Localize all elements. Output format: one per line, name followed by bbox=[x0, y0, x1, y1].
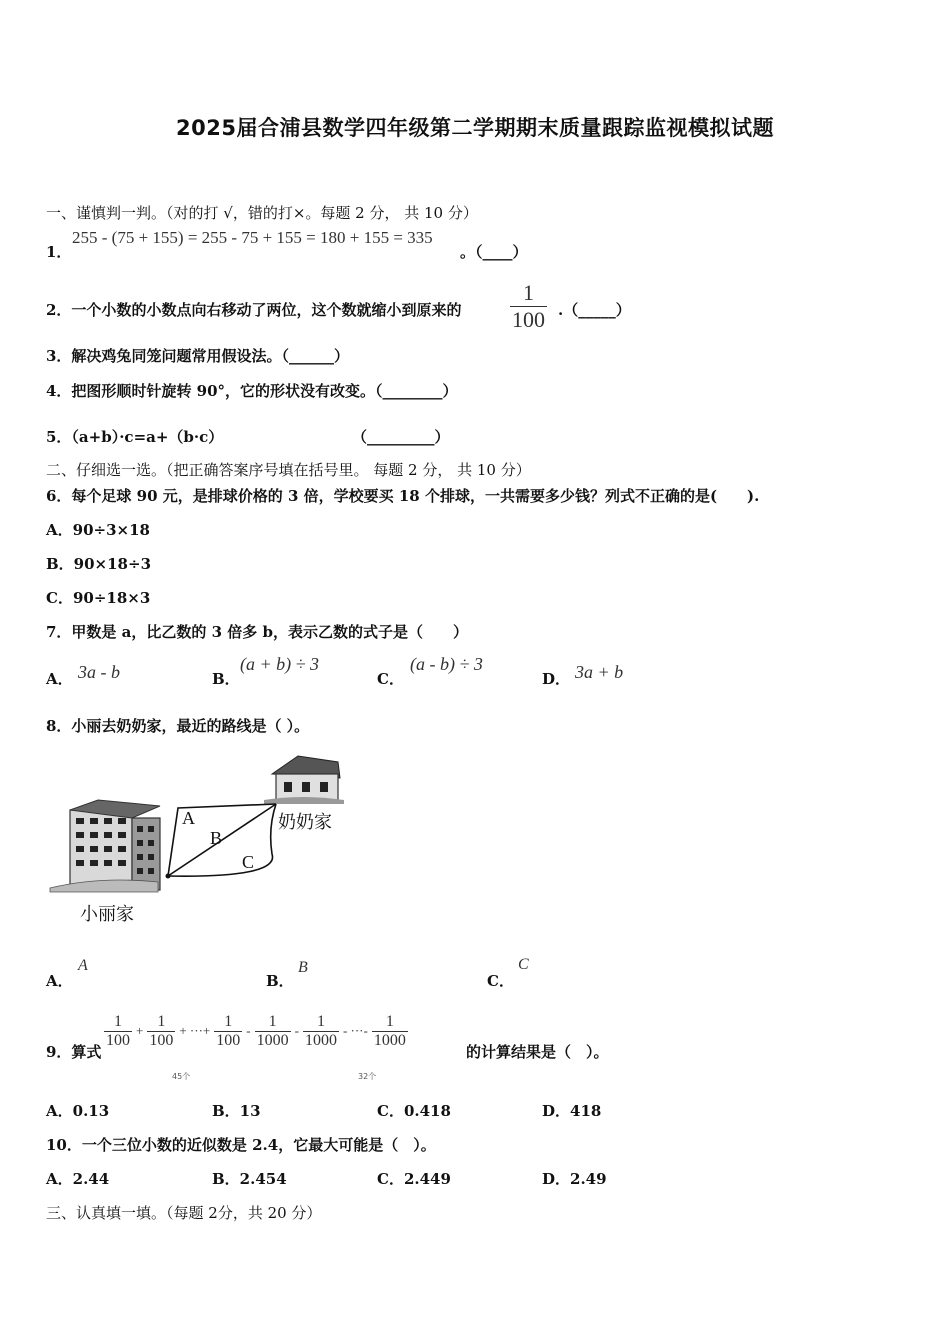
q9-count-45: 45个 bbox=[172, 1072, 191, 1081]
q10-text: 10．一个三位小数的近似数是 2.4，它最大可能是（ ）。 bbox=[46, 1136, 436, 1154]
section-3-header: 三、认真填一填。（每题 2分，共 20 分） bbox=[46, 1204, 322, 1222]
q1-answer-blank: 。（____） bbox=[460, 243, 528, 261]
q9-term6-num: 1 bbox=[372, 1013, 408, 1032]
q9-term1-num: 1 bbox=[104, 1013, 132, 1032]
route-label-a: A bbox=[182, 808, 195, 828]
q2-fraction bbox=[510, 280, 547, 333]
q2-answer-blank: .（_____） bbox=[558, 301, 631, 319]
q9-term1-den: 100 bbox=[106, 1032, 130, 1049]
q1-expression: 255 - (75 + 155) = 255 - 75 + 155 = 180 + 155 = 335 bbox=[72, 228, 433, 247]
q9-term2-num: 1 bbox=[147, 1013, 175, 1032]
q10-option-b: B．2.454 bbox=[212, 1170, 287, 1188]
q9-minus: - bbox=[246, 1023, 251, 1039]
q7-expr-d: 3a + b bbox=[575, 662, 624, 682]
q9-option-a: A．0.13 bbox=[46, 1102, 110, 1120]
q7-label-a: A． bbox=[46, 670, 73, 688]
section-1-header: 一、谨慎判一判。（对的打 √，错的打×。每题 2 分， 共 10 分） bbox=[46, 204, 478, 222]
q1-number: 1． bbox=[46, 243, 72, 261]
q5-answer-blank: （_________） bbox=[352, 428, 450, 446]
page-title: 2025届合浦县数学四年级第二学期期末质量跟踪监视模拟试题 bbox=[176, 116, 774, 140]
q10-option-d: D．2.49 bbox=[542, 1170, 607, 1188]
q9-term5-num: 1 bbox=[303, 1013, 339, 1032]
q2-text: 2．一个小数的小数点向右移动了两位，这个数就缩小到原来的 bbox=[46, 301, 462, 319]
route-figure bbox=[40, 748, 370, 938]
q8-label-c: C． bbox=[487, 972, 514, 990]
q7-expr-c: (a - b) ÷ 3 bbox=[410, 654, 483, 674]
q9-term3-num: 1 bbox=[214, 1013, 242, 1032]
route-label-b: B bbox=[210, 828, 223, 848]
q9-plus: + bbox=[136, 1023, 144, 1039]
q9-option-d: D．418 bbox=[542, 1102, 602, 1120]
q6-text: 6．每个足球 90 元，是排球价格的 3 倍，学校要买 18 个排球，一共需要多少钱？列式不正确的是( ). bbox=[46, 487, 760, 505]
q9-term4-num: 1 bbox=[255, 1013, 291, 1032]
q8-option-c: C bbox=[518, 956, 529, 973]
q10-option-c: C．2.449 bbox=[377, 1170, 451, 1188]
q9-term3-den: 100 bbox=[216, 1032, 241, 1049]
q9-minus-dots: - ···- bbox=[342, 1023, 368, 1039]
q9-option-b: B．13 bbox=[212, 1102, 261, 1120]
q4-text: 4．把图形顺时针旋转 90°，它的形状没有改变。（________） bbox=[46, 382, 458, 400]
xiaoli-home-label: 小丽家 bbox=[80, 904, 134, 925]
q8-label-a: A． bbox=[46, 972, 73, 990]
q9-minus-2: - bbox=[294, 1023, 299, 1039]
q10-option-a: A．2.44 bbox=[46, 1170, 110, 1188]
q6-option-c: C．90÷18×3 bbox=[46, 589, 151, 607]
q9-term2-den: 100 bbox=[149, 1032, 174, 1049]
q2-fraction-numerator: 1 bbox=[510, 280, 547, 307]
house-icon bbox=[264, 756, 344, 804]
q9-option-c: C．0.418 bbox=[377, 1102, 451, 1120]
q9-term6-den: 1000 bbox=[373, 1032, 406, 1049]
start-point bbox=[166, 874, 171, 879]
q6-option-b: B．90×18÷3 bbox=[46, 555, 152, 573]
q9-tail: 的计算结果是（ ）。 bbox=[466, 1043, 609, 1061]
q5-text: 5．（a+b）·c=a+（b·c） bbox=[46, 428, 224, 446]
q7-expr-b: (a + b) ÷ 3 bbox=[240, 654, 320, 674]
q7-text: 7．甲数是 a，比乙数的 3 倍多 b，表示乙数的式子是（ ） bbox=[46, 623, 468, 641]
q3-text: 3．解决鸡兔同笼问题常用假设法。（______） bbox=[46, 347, 349, 365]
route-label-c: C bbox=[242, 852, 255, 872]
q9-plus-dots: + ···+ bbox=[179, 1023, 211, 1039]
grandma-home-label: 奶奶家 bbox=[278, 812, 332, 833]
q7-label-c: C． bbox=[377, 670, 404, 688]
q9-term5-den: 1000 bbox=[304, 1032, 337, 1049]
q9-expression bbox=[104, 1013, 408, 1050]
q7-label-b: B． bbox=[212, 670, 240, 688]
q6-option-a: A．90÷3×18 bbox=[46, 521, 150, 539]
q2-fraction-denominator: 100 bbox=[512, 307, 545, 332]
q9-term4-den: 1000 bbox=[256, 1032, 289, 1049]
q8-option-a: A bbox=[78, 957, 88, 974]
q9-lead: 9．算式 bbox=[46, 1043, 102, 1061]
q7-expr-a: 3a - b bbox=[78, 662, 120, 682]
apartment-building-icon bbox=[50, 800, 160, 892]
section-2-header: 二、仔细选一选。（把正确答案序号填在括号里。 每题 2 分， 共 10 分） bbox=[46, 461, 531, 479]
q9-count-32: 32个 bbox=[358, 1072, 377, 1081]
q8-label-b: B． bbox=[266, 972, 294, 990]
q7-label-d: D． bbox=[542, 670, 571, 688]
q8-option-b: B bbox=[298, 959, 308, 976]
q8-text: 8．小丽去奶奶家，最近的路线是（ ）。 bbox=[46, 717, 310, 735]
